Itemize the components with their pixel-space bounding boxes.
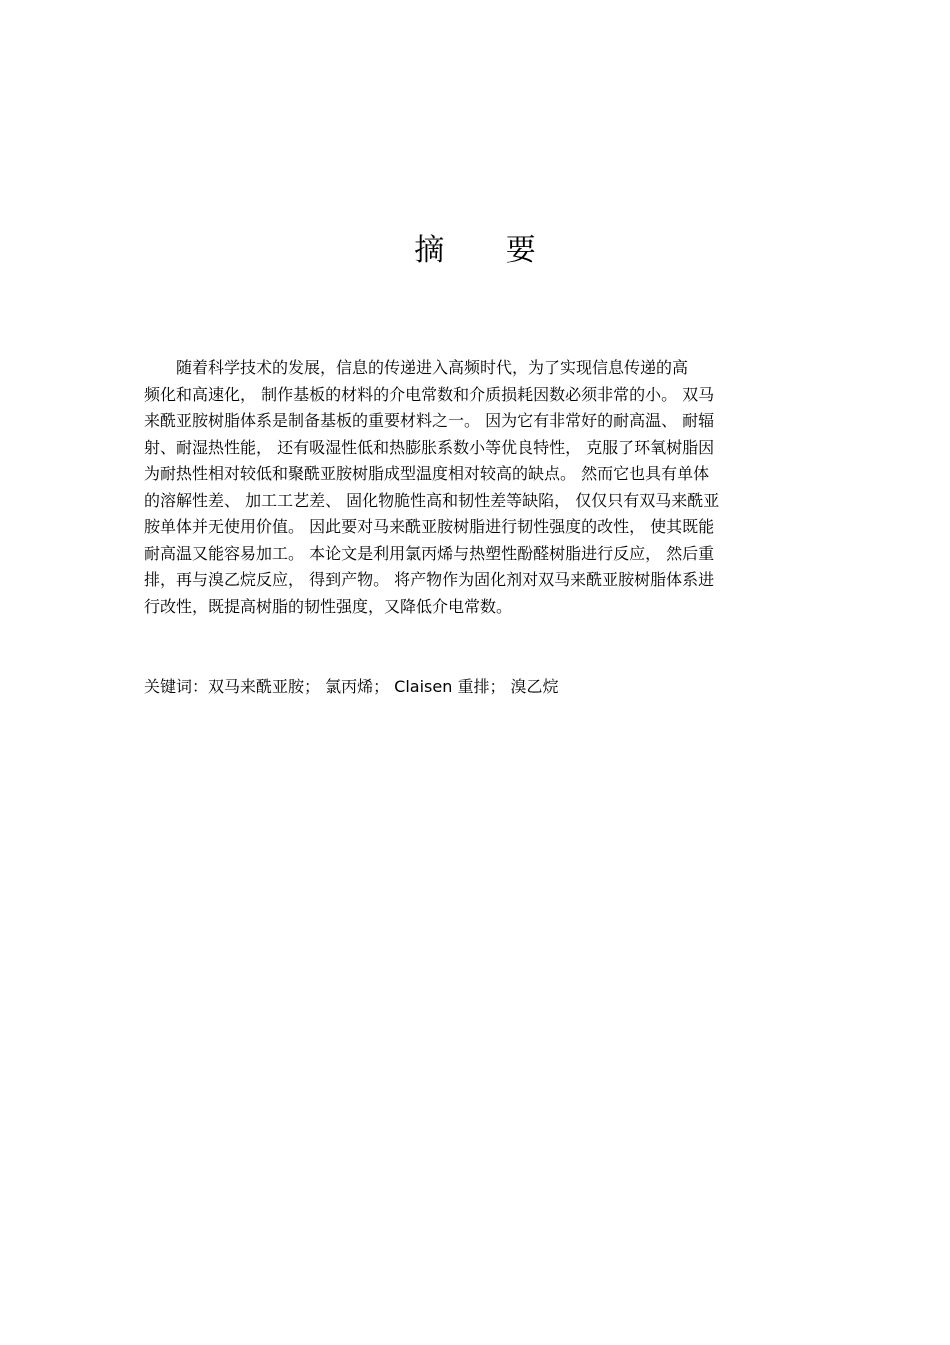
abstract-line: 为耐热性相对较低和聚酰亚胺树脂成型温度相对较高的缺点。 然而它也具有单体 bbox=[144, 464, 710, 483]
abstract-line: 行改性，既提高树脂的韧性强度，又降低介电常数。 bbox=[144, 596, 513, 616]
abstract-line: 来酰亚胺树脂体系是制备基板的重要材料之一。 因为它有非常好的耐高温、 耐辐 bbox=[144, 411, 715, 430]
abstract-line: 耐高温又能容易加工。 本论文是利用氯丙烯与热塑性酚醛树脂进行反应， 然后重 bbox=[144, 543, 715, 563]
keywords-line: 关键词：双马来酰亚胺； 氯丙烯； Claisen 重排； 溴乙烷 bbox=[144, 677, 559, 696]
abstract-line: 胺单体并无使用价值。 因此要对马来酰亚胺树脂进行韧性强度的改性， 使其既能 bbox=[144, 517, 715, 536]
page-title: 摘 要 bbox=[414, 233, 562, 268]
abstract-line: 频化和高速化， 制作基板的材料的介电常数和介质损耗因数必须非常的小。 双马 bbox=[144, 384, 715, 404]
abstract-line: 射、耐湿热性能， 还有吸湿性低和热膨胀系数小等优良特性， 克服了环氧树脂因 bbox=[144, 437, 715, 457]
abstract-line: 的溶解性差、 加工工艺差、 固化物脆性高和韧性差等缺陷， 仅仅只有双马来酰亚 bbox=[144, 490, 720, 510]
abstract-line: 随着科学技术的发展，信息的传递进入高频时代，为了实现信息传递的高 bbox=[144, 358, 689, 377]
abstract-line: 排，再与溴乙烷反应， 得到产物。 将产物作为固化剂对双马来酰亚胺树脂体系进 bbox=[144, 570, 715, 589]
abstract-body bbox=[144, 355, 809, 620]
